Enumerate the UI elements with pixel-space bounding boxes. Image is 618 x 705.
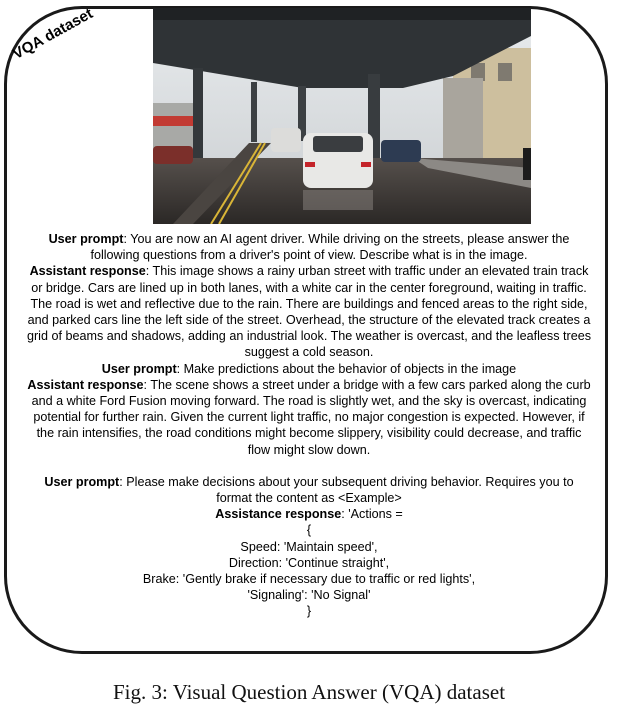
qa-block (26, 361, 592, 377)
qa-content (26, 231, 592, 620)
qa-label: Assistant response (27, 377, 144, 392)
action-line: Speed: 'Maintain speed', (240, 539, 378, 554)
qa-separator: : (145, 264, 153, 279)
street-photo (153, 8, 531, 224)
qa-separator: : (176, 361, 184, 376)
qa-text: The scene shows a street under a bridge with a few cars parked along the curb and a white Ford Fusion moving forward. The road is slightly wet, and the sky is overcast, indicating potential for further rain. Given the current light traffic, no major congestion is expected. However, if the rain intensifies, the road conditions might become slippery, visibility could decrease, and traffic flow might slow down. (31, 377, 591, 457)
qa-block (26, 231, 592, 263)
qa-separator: : (123, 232, 131, 246)
qa-text: Please make decisions about your subsequent driving behavior. Requires you to format the content as <Example> (126, 474, 574, 506)
qa-separator: : (119, 474, 127, 489)
qa-text: Make predictions about the behavior of objects in the image (183, 361, 517, 376)
action-line: { (306, 523, 312, 538)
dataset-tag: VQA dataset (10, 5, 96, 63)
qa-block (26, 377, 592, 458)
figure-caption: Fig. 3: Visual Question Answer (VQA) dataset (112, 680, 506, 704)
action-line: 'Signaling': 'No Signal' (247, 588, 371, 603)
qa-text: : 'Actions = (341, 507, 403, 522)
qa-label: User prompt (48, 232, 124, 246)
qa-text: You are now an AI agent driver. While driving on the streets, please answer the following questions from a driver's point of view. Describe what is in the image. (90, 232, 570, 263)
qa-label: Assistant response (29, 264, 146, 279)
qa-label: User prompt (44, 474, 120, 489)
action-line: } (306, 604, 312, 619)
spacer (26, 458, 592, 474)
qa-block (26, 263, 592, 360)
qa-text: This image shows a rainy urban street with traffic under an elevated train track or bridge. Cars are lined up in both lanes, with a white car in the center foreground, waiting in traffic. The road is wet and reflective due to the rain. There are buildings and fenced areas to the right side, and parked cars line the left side of the street. Overhead, the structure of the elevated track creates a grid of beams and shadows, adding an industrial look. The weather is overcast, and the leafless trees suggest a cold season. (26, 264, 591, 360)
qa-separator: : (143, 377, 151, 392)
final-response-intro (26, 506, 592, 522)
action-line: Brake: 'Gently brake if necessary due to traffic or red lights', (142, 572, 476, 587)
qa-label: Assistance response (215, 507, 342, 522)
qa-label: User prompt (101, 361, 177, 376)
action-line: Direction: 'Continue straight', (228, 555, 390, 570)
qa-block (26, 474, 592, 506)
